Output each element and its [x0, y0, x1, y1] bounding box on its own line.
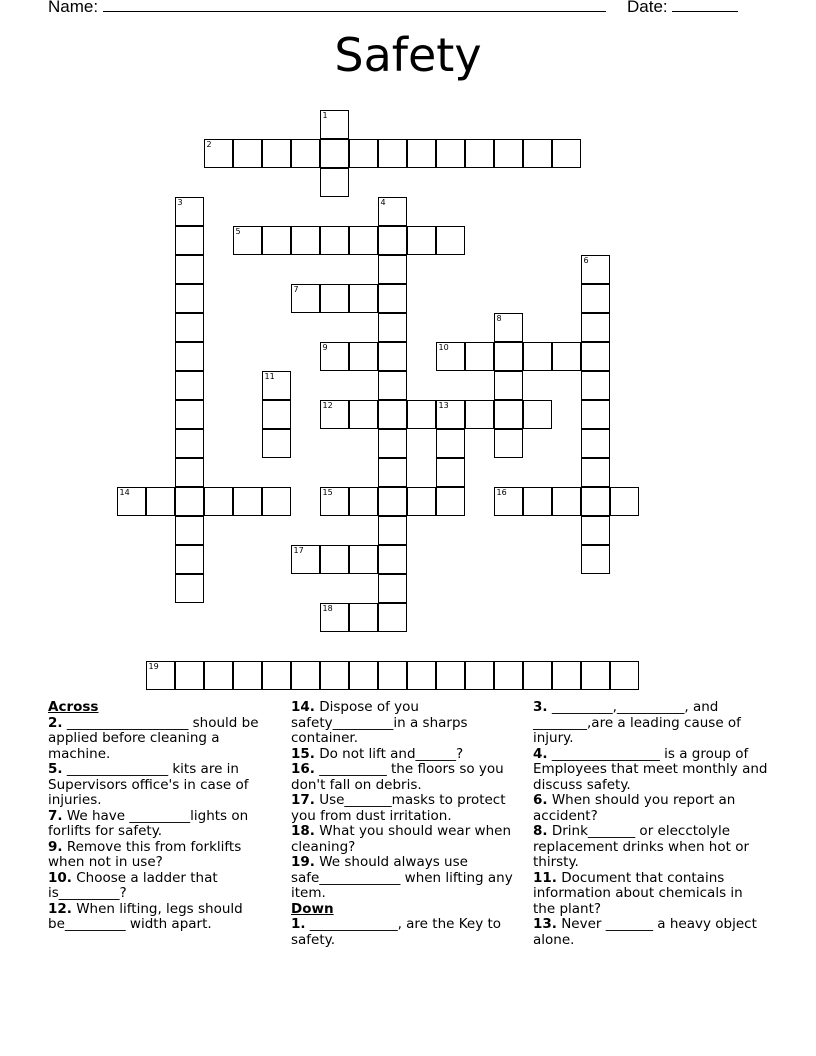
grid-cell[interactable]: [407, 400, 436, 429]
clue-number: 2: [206, 139, 212, 149]
grid-cell[interactable]: [378, 197, 407, 226]
grid-cell[interactable]: [494, 371, 523, 400]
grid-cell[interactable]: [233, 226, 262, 255]
clue-number: 13: [438, 400, 449, 410]
clue-down-1: 1. _____________, are the Key to safety.: [291, 916, 502, 948]
grid-cell[interactable]: [378, 342, 407, 371]
grid-cell[interactable]: [581, 342, 610, 371]
grid-cell[interactable]: [175, 429, 204, 458]
grid-cell[interactable]: [233, 487, 262, 516]
grid-cell[interactable]: [349, 603, 378, 632]
grid-cell[interactable]: [378, 139, 407, 168]
grid-cell[interactable]: [320, 226, 349, 255]
grid-cell[interactable]: [581, 429, 610, 458]
grid-cell[interactable]: [378, 226, 407, 255]
grid-cell[interactable]: [175, 226, 204, 255]
grid-cell[interactable]: [146, 487, 175, 516]
grid-cell[interactable]: [610, 661, 639, 690]
grid-cell[interactable]: [320, 139, 349, 168]
grid-cell[interactable]: [378, 284, 407, 313]
clue-number: 9: [322, 342, 328, 352]
grid-cell[interactable]: [262, 487, 291, 516]
grid-cell[interactable]: [349, 661, 378, 690]
grid-cell[interactable]: [581, 284, 610, 313]
grid-cell[interactable]: [349, 139, 378, 168]
grid-cell[interactable]: [175, 487, 204, 516]
name-field[interactable]: [48, 0, 606, 17]
grid-cell[interactable]: [175, 284, 204, 313]
clue-number: 6: [583, 255, 589, 265]
grid-cell[interactable]: [233, 661, 262, 690]
grid-cell[interactable]: [465, 661, 494, 690]
page-title: Safety: [334, 28, 482, 82]
grid-cell[interactable]: [436, 429, 465, 458]
clue-down-4: 4. ________________ is a group of Employees that meet monthly and discuss safety.: [533, 745, 768, 793]
across-heading: Across: [48, 699, 99, 715]
grid-cell[interactable]: [436, 400, 465, 429]
clue-number: 10: [438, 342, 449, 352]
grid-cell[interactable]: [465, 342, 494, 371]
grid-cell[interactable]: [378, 545, 407, 574]
name-line[interactable]: [103, 0, 606, 12]
grid-cell[interactable]: [349, 342, 378, 371]
grid-cell[interactable]: [407, 139, 436, 168]
clue-number: 3: [177, 197, 183, 207]
grid-cell[interactable]: [581, 313, 610, 342]
grid-cell[interactable]: [494, 400, 523, 429]
grid-cell[interactable]: [581, 487, 610, 516]
clue-number: 15: [322, 487, 333, 497]
grid-cell[interactable]: [291, 661, 320, 690]
grid-cell[interactable]: [581, 516, 610, 545]
grid-cell[interactable]: [204, 139, 233, 168]
grid-cell[interactable]: [378, 661, 407, 690]
grid-cell[interactable]: [465, 400, 494, 429]
grid-cell[interactable]: [320, 603, 349, 632]
grid-cell[interactable]: [436, 487, 465, 516]
grid-cell[interactable]: [552, 139, 581, 168]
grid-cell[interactable]: [175, 458, 204, 487]
name-label: Name:: [48, 0, 99, 16]
grid-cell[interactable]: [175, 574, 204, 603]
grid-cell[interactable]: [291, 139, 320, 168]
clue-across-17: 17. Use_______masks to protect you from dust irritation.: [291, 792, 506, 824]
grid-cell[interactable]: [204, 487, 233, 516]
grid-cell[interactable]: [175, 313, 204, 342]
grid-cell[interactable]: [436, 458, 465, 487]
grid-cell[interactable]: [320, 284, 349, 313]
date-line[interactable]: [672, 0, 738, 12]
clue-across-18: 18. What you should wear when cleaning?: [291, 823, 512, 855]
grid-cell[interactable]: [465, 139, 494, 168]
clue-across-9: 9. Remove this from forklifts when not in use?: [48, 838, 242, 870]
clues-column-1: [48, 700, 273, 933]
clue-across-15: 15. Do not lift and______?: [291, 745, 464, 762]
clue-number: 11: [264, 371, 275, 381]
grid-cell[interactable]: [494, 139, 523, 168]
clue-down-8: 8. Drink_______ or elecctolyle replacement drinks when hot or thirsty.: [533, 823, 750, 870]
grid-cell[interactable]: [175, 400, 204, 429]
grid-cell[interactable]: [262, 429, 291, 458]
clue-number: 8: [496, 313, 502, 323]
grid-cell[interactable]: [320, 110, 349, 139]
clue-number: 12: [322, 400, 333, 410]
grid-cell[interactable]: [291, 284, 320, 313]
clue-across-12: 12. When lifting, legs should be_________ width apart.: [48, 900, 243, 932]
grid-cell[interactable]: [581, 545, 610, 574]
clue-across-14: 14. Dispose of you safety_________in a sharps container.: [291, 699, 468, 746]
grid-cell[interactable]: [552, 342, 581, 371]
grid-cell[interactable]: [378, 458, 407, 487]
grid-cell[interactable]: [262, 226, 291, 255]
clues-column-2: [291, 700, 519, 948]
date-label: Date:: [627, 0, 668, 16]
grid-cell[interactable]: [378, 487, 407, 516]
clue-across-19: 19. We should always use safe____________ when lifting any item.: [291, 854, 513, 901]
grid-cell[interactable]: [552, 487, 581, 516]
grid-cell[interactable]: [523, 139, 552, 168]
grid-cell[interactable]: [146, 661, 175, 690]
grid-cell[interactable]: [378, 574, 407, 603]
grid-cell[interactable]: [320, 661, 349, 690]
clue-number: 7: [293, 284, 299, 294]
clue-across-16: 16. __________ the floors so you don't fall on debris.: [291, 761, 504, 793]
clue-number: 17: [293, 545, 304, 555]
grid-cell[interactable]: [349, 226, 378, 255]
grid-cell[interactable]: [175, 342, 204, 371]
grid-cell[interactable]: [233, 139, 262, 168]
grid-cell[interactable]: [378, 371, 407, 400]
grid-cell[interactable]: [523, 661, 552, 690]
grid-cell[interactable]: [349, 487, 378, 516]
clue-number: 4: [380, 197, 386, 207]
grid-cell[interactable]: [291, 545, 320, 574]
grid-cell[interactable]: [175, 661, 204, 690]
grid-cell[interactable]: [523, 487, 552, 516]
grid-cell[interactable]: [494, 429, 523, 458]
grid-cell[interactable]: [581, 458, 610, 487]
clue-across-10: 10. Choose a ladder that is_________?: [48, 869, 218, 901]
grid-cell[interactable]: [378, 313, 407, 342]
grid-cell[interactable]: [349, 545, 378, 574]
grid-cell[interactable]: [610, 487, 639, 516]
clues-column-3: [533, 700, 768, 948]
grid-cell[interactable]: [320, 545, 349, 574]
grid-cell[interactable]: [378, 400, 407, 429]
grid-cell[interactable]: [204, 661, 233, 690]
down-heading: Down: [291, 900, 334, 917]
grid-cell[interactable]: [581, 400, 610, 429]
grid-cell[interactable]: [523, 342, 552, 371]
grid-cell[interactable]: [378, 429, 407, 458]
clue-number: 5: [235, 226, 241, 236]
grid-cell[interactable]: [552, 661, 581, 690]
grid-cell[interactable]: [262, 371, 291, 400]
grid-cell[interactable]: [320, 400, 349, 429]
grid-cell[interactable]: [349, 284, 378, 313]
clue-down-11: 11. Document that contains information about chemicals in the plant?: [533, 869, 743, 917]
clue-down-13: 13. Never _______ a heavy object alone.: [533, 916, 757, 948]
grid-cell[interactable]: [581, 661, 610, 690]
grid-cell[interactable]: [407, 487, 436, 516]
grid-cell[interactable]: [320, 487, 349, 516]
grid-cell[interactable]: [175, 197, 204, 226]
clue-across-5: 5. _______________ kits are in Supervisors office's in case of injuries.: [48, 761, 249, 808]
date-field[interactable]: [627, 0, 738, 17]
clue-number: 14: [119, 487, 130, 497]
clue-across-7: 7. We have _________lights on forlifts for safety.: [48, 807, 249, 839]
grid-cell[interactable]: [262, 139, 291, 168]
grid-cell[interactable]: [175, 255, 204, 284]
grid-cell[interactable]: [436, 342, 465, 371]
grid-cell[interactable]: [378, 255, 407, 284]
grid-cell[interactable]: [523, 400, 552, 429]
grid-cell[interactable]: [291, 226, 320, 255]
clue-number: 1: [322, 110, 328, 120]
grid-cell[interactable]: [494, 487, 523, 516]
grid-cell[interactable]: [494, 313, 523, 342]
grid-cell[interactable]: [436, 139, 465, 168]
grid-cell[interactable]: [407, 661, 436, 690]
clue-across-2: 2. __________________ should be applied before cleaning a machine.: [48, 714, 259, 762]
grid-cell[interactable]: [581, 255, 610, 284]
grid-cell[interactable]: [407, 226, 436, 255]
grid-cell[interactable]: [175, 545, 204, 574]
grid-cell[interactable]: [378, 603, 407, 632]
grid-cell[interactable]: [349, 400, 378, 429]
grid-cell[interactable]: [175, 371, 204, 400]
grid-cell[interactable]: [320, 342, 349, 371]
clue-number: 16: [496, 487, 507, 497]
clue-down-3: 3. _________,__________, and ________,are a leading cause of injury.: [533, 699, 741, 746]
grid-cell[interactable]: [494, 661, 523, 690]
grid-cell[interactable]: [494, 342, 523, 371]
grid-cell[interactable]: [436, 661, 465, 690]
grid-cell[interactable]: [117, 487, 146, 516]
grid-cell[interactable]: [262, 661, 291, 690]
grid-cell[interactable]: [436, 226, 465, 255]
clue-number: 19: [148, 661, 159, 671]
grid-cell[interactable]: [320, 168, 349, 197]
grid-cell[interactable]: [262, 400, 291, 429]
grid-cell[interactable]: [581, 371, 610, 400]
clue-down-6: 6. When should you report an accident?: [533, 792, 736, 824]
clue-number: 18: [322, 603, 333, 613]
grid-cell[interactable]: [378, 516, 407, 545]
grid-cell[interactable]: [175, 516, 204, 545]
